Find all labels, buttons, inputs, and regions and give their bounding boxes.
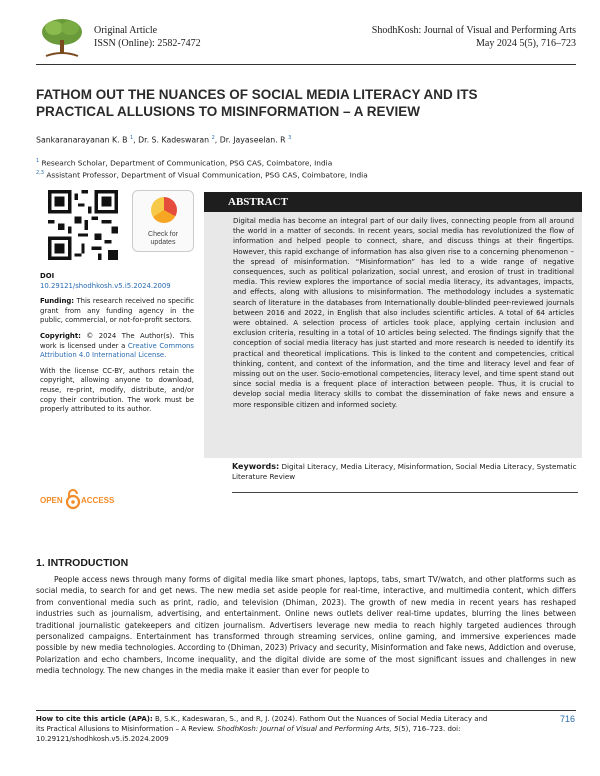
section-heading: 1. INTRODUCTION xyxy=(36,557,129,569)
keywords-block xyxy=(232,462,578,482)
header-right xyxy=(372,24,576,50)
keywords-text: Digital Literacy, Media Literacy, Misinformation, Social Media Literacy, Systematic Literature Review xyxy=(232,462,577,481)
header-divider xyxy=(36,64,576,65)
citation-label: How to cite this article (APA): xyxy=(36,715,153,723)
affiliation-1: $^1$ Research Scholar, Department of Communication, PSG CAS, Coimbatore, India xyxy=(36,158,333,168)
affiliation-2: $^{2,3}$ Assistant Professor, Department of Visual Communication, PSG CAS, Coimbatore, India xyxy=(36,170,368,180)
oa-open-text: OPEN xyxy=(40,496,63,505)
author-name: Dr. Jayaseelan. R xyxy=(219,135,286,145)
header-left xyxy=(94,24,201,50)
copyright-label: Copyright: xyxy=(40,331,81,340)
doi-link[interactable]: 10.29121/shodhkosh.v5.i5.2024.2009 xyxy=(40,281,171,290)
check-for-updates-badge[interactable] xyxy=(132,190,194,252)
author-name: Dr. S. Kadeswaran xyxy=(138,135,210,145)
issn: ISSN (Online): 2582-7472 xyxy=(94,38,201,49)
oa-access-text: ACCESS xyxy=(81,496,115,505)
author-name: Sankaranarayanan K. B xyxy=(36,135,128,145)
article-title: FATHOM OUT THE NUANCES OF SOCIAL MEDIA LITERACY AND ITS PRACTICAL ALLUSIONS TO MISINFORMATION – A REVIEW xyxy=(36,87,478,119)
open-access-logo[interactable] xyxy=(40,488,118,512)
citation-footer xyxy=(36,714,496,744)
bookmark-icon xyxy=(151,197,177,223)
copyright-block xyxy=(40,332,194,361)
article-type: Original Article xyxy=(94,25,158,36)
issue-info: May 2024 5(5), 716–723 xyxy=(476,38,576,49)
citation-text-1: B, S.K., Kadeswaran, S., and R, J. (2024). Fathom Out the Nuances of Social Media Literacy and its Practical Allusions to Misinformation – A Review. xyxy=(36,715,488,733)
journal-name: ShodhKosh: Journal of Visual and Performing Arts xyxy=(371,25,576,36)
affiliations xyxy=(36,156,368,181)
introduction-text: People access news through many forms of digital media like smart phones, laptops, tabs, smart TV/watch, and other platforms such as social media, to search for and get news. The new media set aside people for real-time, interactive, and multimedia content, which differs from conventional media such as print, radio, and television (Dhiman, 2023). The growth of new media in recent years has reshaped industries such as journalism, advertising, and entertainment. Online news outlets deliver real-time updates, blurring the lines between traditional journalistic gatekeepers and citizen journalism. Advertisers leverage new media to reach highly targeted audiences through personalized campaigns. Entertainment has transformed through streaming services, online gaming, and immersive experiences made possible by new media technologies. According to (Dhiman, 2023) Privacy and security, Misinformation and fake news, Addiction and overuse, Polarization and echo chambers, Income inequality, and the digital divide are some of the most significant issues and challenges in new media technology. The new changes in the media make it easier than ever for people to xyxy=(36,575,576,676)
citation-journal: ShodhKosh: Journal of Visual and Performing Arts, 5 xyxy=(217,725,399,733)
funding-block xyxy=(40,297,194,326)
license-link[interactable]: Creative Commons Attribution 4.0 International License. xyxy=(40,341,194,360)
funding-text: This research received no specific grant from any funding agency in the public, commercial, or not-for-profit sectors. xyxy=(40,297,194,325)
journal-tree-logo xyxy=(36,16,88,60)
author-sup[interactable]: 3 xyxy=(288,135,292,141)
author-list: Sankaranarayanan K. B $^1$, Dr. S. Kadeswaran $^2$, Dr. Jayaseelan. R $^3$ xyxy=(36,135,292,145)
funding-label: Funding: xyxy=(40,297,75,306)
qr-code-icon[interactable] xyxy=(48,190,118,260)
keywords-label: Keywords: xyxy=(232,462,280,471)
citation-text-2: (5), 716–723. doi: 10.29121/shodhkosh.v5.i5.2024.2009 xyxy=(36,725,461,743)
abstract-text: Digital media has become an integral part of our daily lives, connecting people from all around the world in a matter of seconds. In recent years, social media has revolutionized the flow of information and helped people to connect, share, and discuss things at their fingertips. However, this rapid exchange of information has also given rise to a concerning phenomenon – the spread of misinformation. “Misinformation” has led to a wide range of negative consequences, such as political polarization, social unrest, and erosion of trust in traditional media. This review explores the importance of social media literacy, its advantages, impacts, and effects, along with allusions to misinformation. The methodology includes a systematic search of literature in the databases from Internationally double-blinded peer-reviewed journals between 2016 and 2022, in English that also includes scientific articles. A total of 64 articles were obtained. A selection process of articles took place, applying certain inclusion and exclusion criteria, resulting in a total of 10 articles being selected. The findings signify that the conception of social media literacy has just started and more research is needed to identify its practical and theoretical implications. This is linked to the content and competencies, critical thinking, content, and context of the information, and the time and literacy level and fear of missing out on the user. Socio-emotional competencies, literacy level, and time spent stand out since social media is a frequent place of interaction between people. Thus, it is crucial to develop social media literacy skills to combat the dissemination of fake news and ensure a more responsible citizen and informed society. xyxy=(233,216,574,409)
copyright-text: © 2024 The Author(s). This work is licensed under a xyxy=(40,331,194,350)
badge-label: Check for updates xyxy=(148,231,178,246)
doi-block xyxy=(40,272,194,291)
padlock-icon xyxy=(67,490,79,508)
doi-label: DOI xyxy=(40,272,55,280)
license-block: With the license CC-BY, authors retain the copyright, allowing anyone to download, reuse, re-print, modify, distribute, and/or copy their contribution. The work must be properly attributed to its author. xyxy=(40,366,194,414)
footer-divider xyxy=(36,710,576,711)
abstract-box xyxy=(204,192,582,458)
page-number: 716 xyxy=(560,714,576,724)
author-sup[interactable]: 2 xyxy=(211,135,215,141)
author-sup[interactable]: 1 xyxy=(129,135,134,141)
abstract-heading: ABSTRACT xyxy=(204,192,582,212)
page-header xyxy=(36,16,576,60)
article-sidebar xyxy=(40,272,194,421)
keywords-divider xyxy=(232,492,578,493)
